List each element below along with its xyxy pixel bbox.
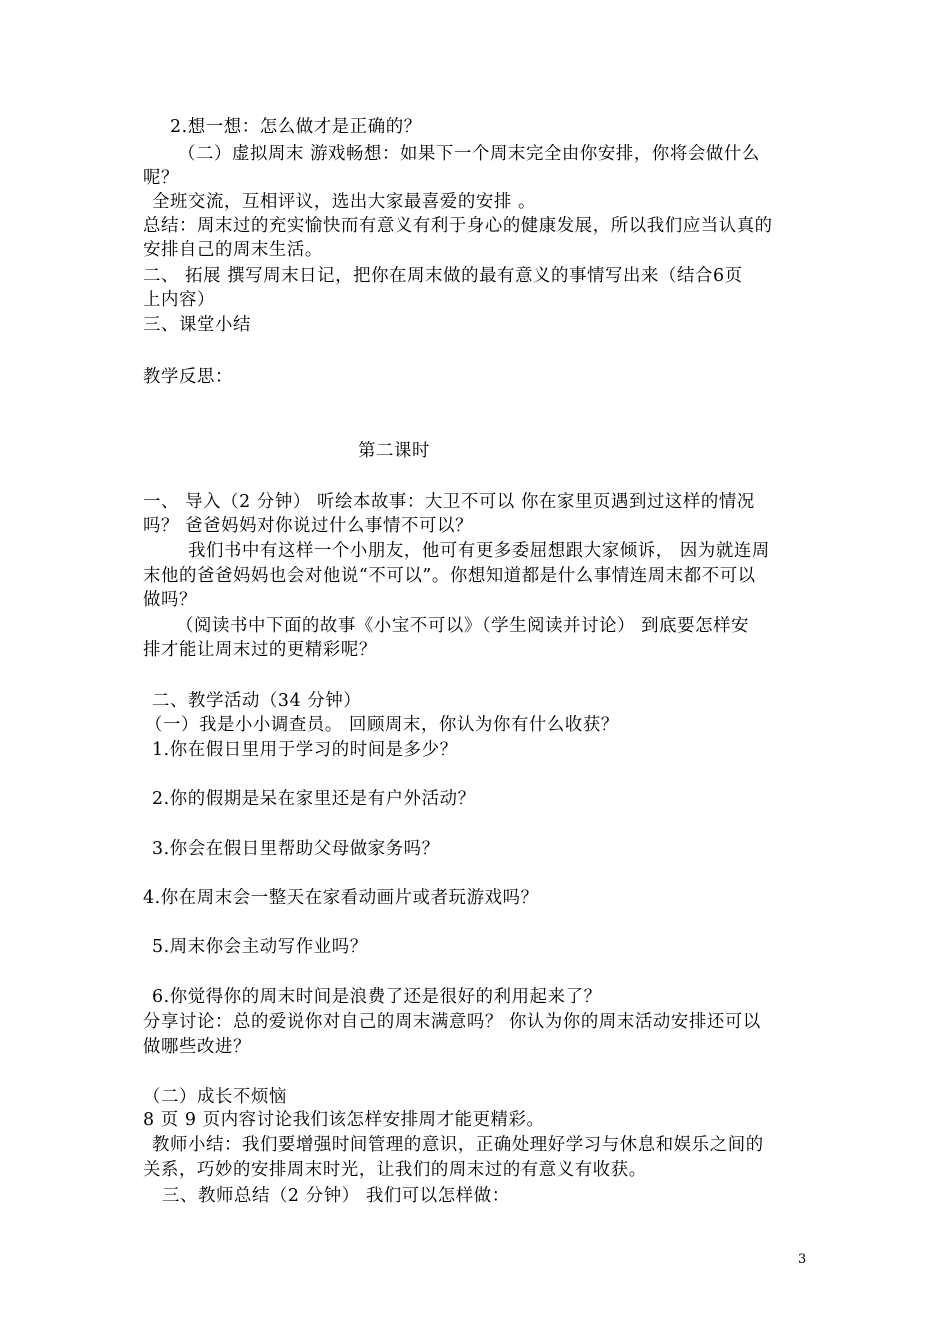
text-line: （二）虚拟周末 游戏畅想：如果下一个周末完全由你安排，你将会做什么	[178, 144, 760, 164]
text-line: 一、 导入（2 分钟） 听绘本故事：大卫不可以 你在家里页遇到过这样的情况	[143, 492, 755, 512]
text-line: 二、教学活动（34 分钟）	[152, 691, 362, 711]
text-line: 上内容）	[143, 290, 215, 310]
text-line: 吗？ 爸爸妈妈对你说过什么事情不可以？	[143, 516, 473, 536]
text-line: 全班交流，互相评议，选出大家最喜爱的安排 。	[152, 192, 536, 212]
text-line: 教学反思：	[143, 367, 233, 387]
text-line: 5.周末你会主动写作业吗？	[152, 937, 368, 957]
text-line: 二、 拓展 撰写周末日记，把你在周末做的最有意义的事情写出来（结合6页	[143, 266, 743, 286]
text-line: （阅读书中下面的故事《小宝不可以》（学生阅读并讨论） 到底要怎样安	[176, 616, 750, 636]
text-line: 3.你会在假日里帮助父母做家务吗？	[152, 839, 440, 859]
text-line: 排才能让周末过的更精彩呢？	[143, 640, 377, 660]
text-line: （二）成长不烦恼	[143, 1087, 287, 1107]
text-line: 三、课堂小结	[143, 315, 251, 335]
text-line: 关系，巧妙的安排周末时光，让我们的周末过的有意义有收获。	[143, 1160, 647, 1180]
text-line: 教师小结：我们要增强时间管理的意识，正确处理好学习与休息和娱乐之间的	[152, 1135, 764, 1155]
text-line: 我们书中有这样一个小朋友，他可有更多委屈想跟大家倾诉， 因为就连周	[188, 541, 770, 561]
text-line: 做哪些改进？	[143, 1037, 251, 1057]
text-line: 末他的爸爸妈妈也会对他说“不可以”。你想知道都是什么事情连周末都不可以	[143, 566, 756, 586]
text-line: （一）我是小小调查员。 回顾周末，你认为你有什么收获？	[145, 715, 619, 735]
section-heading: 第二课时	[358, 441, 430, 461]
text-line: 8 页 9 页内容讨论我们该怎样安排周才能更精彩。	[143, 1110, 545, 1130]
text-line: 1.你在假日里用于学习的时间是多少？	[152, 740, 458, 760]
text-line: 分享讨论：总的爱说你对自己的周末满意吗？ 你认为你的周末活动安排还可以	[143, 1012, 761, 1032]
text-line: 2.想一想：怎么做才是正确的？	[170, 117, 422, 137]
text-line: 三、教师总结（2 分钟） 我们可以怎样做：	[162, 1186, 510, 1206]
text-line: 呢？	[143, 168, 179, 188]
text-line: 2.你的假期是呆在家里还是有户外活动？	[152, 789, 476, 809]
text-line: 安排自己的周末生活。	[143, 240, 323, 260]
text-line: 6.你觉得你的周末时间是浪费了还是很好的利用起来了？	[152, 987, 602, 1007]
text-line: 总结：周末过的充实愉快而有意义有利于身心的健康发展，所以我们应当认真的	[143, 216, 773, 236]
page-number: 3	[798, 1252, 807, 1267]
text-line: 4.你在周末会一整天在家看动画片或者玩游戏吗？	[143, 888, 539, 908]
text-line: 做吗？	[143, 590, 197, 610]
